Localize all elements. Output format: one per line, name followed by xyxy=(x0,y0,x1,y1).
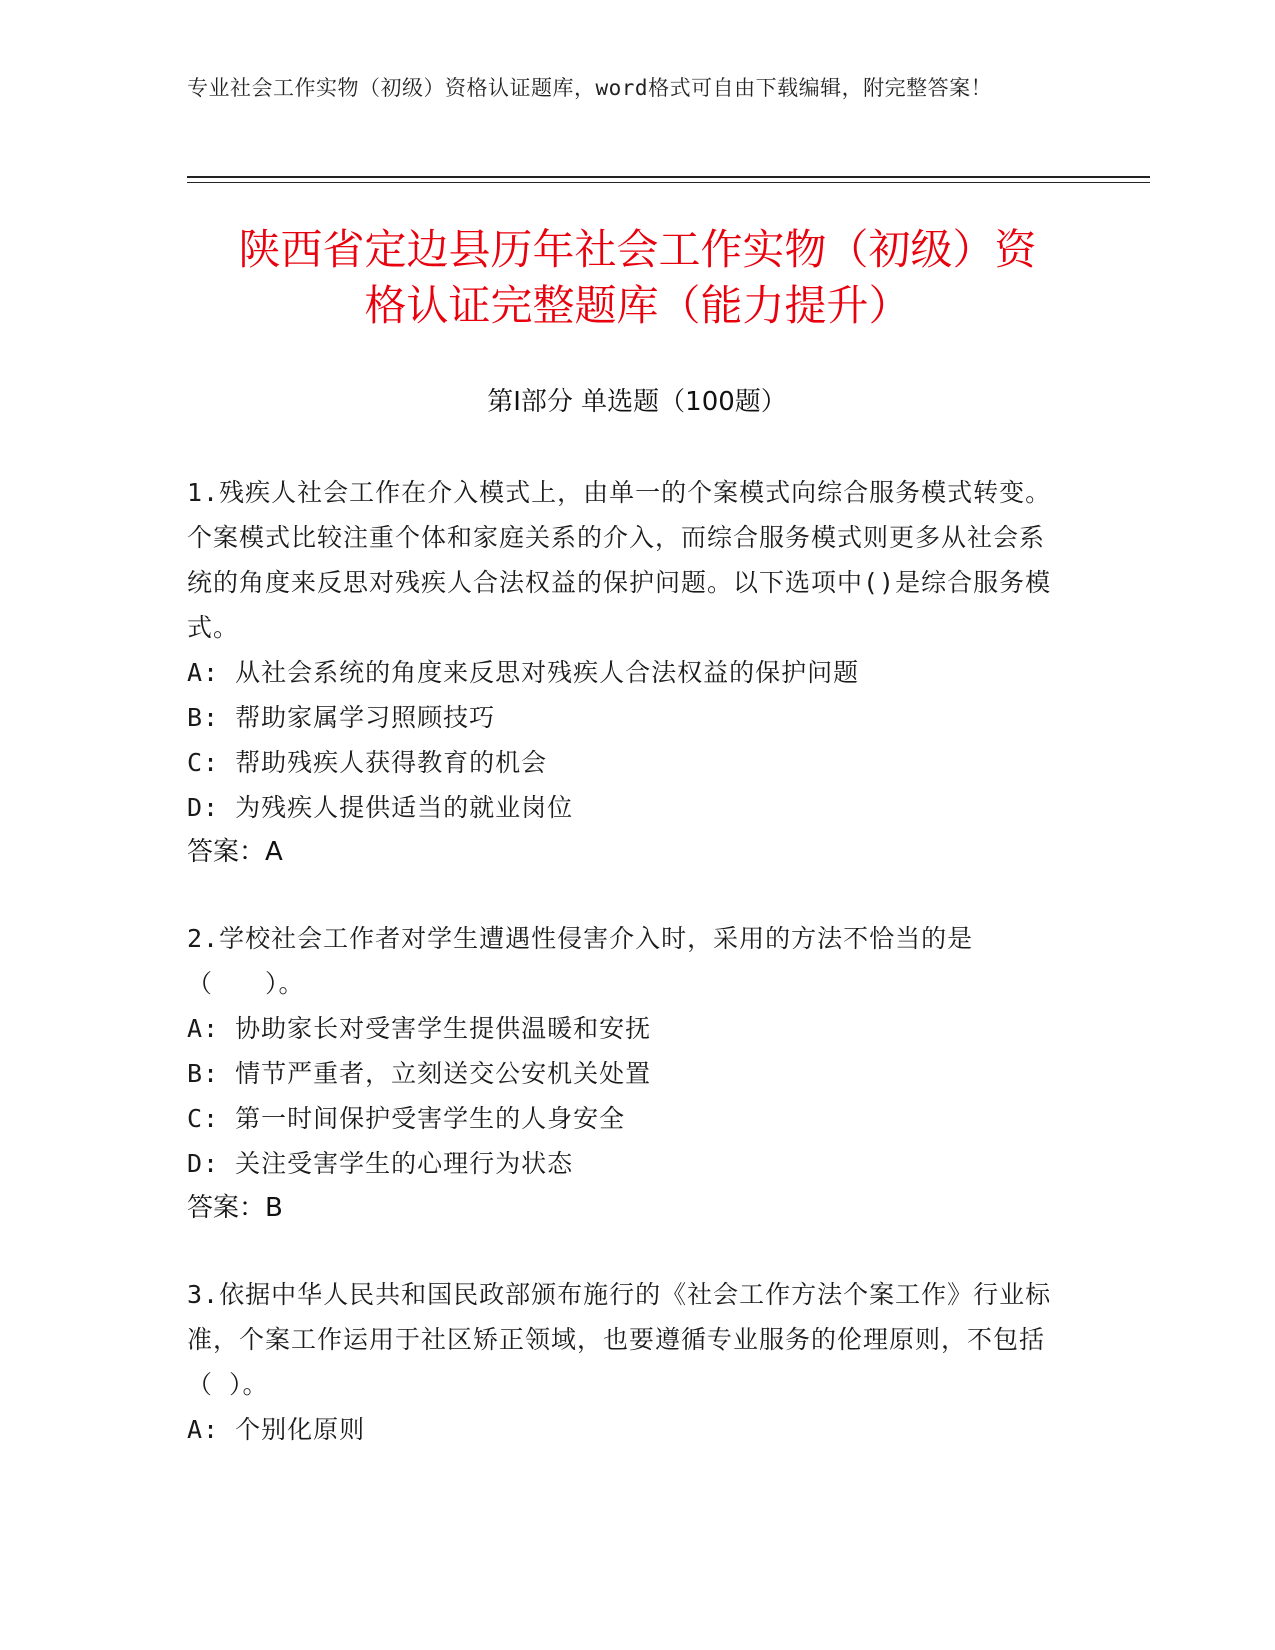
header-divider-thin xyxy=(187,182,1150,183)
question-1 xyxy=(187,470,1067,875)
answer: 答案：A xyxy=(187,837,283,867)
title-line-2: 格认证完整题库（能力提升） xyxy=(364,281,911,330)
header-divider-thick xyxy=(187,176,1150,178)
answer: 答案：B xyxy=(187,1193,283,1223)
question-3 xyxy=(187,1272,1067,1452)
title-line-1: 陕西省定边县历年社会工作实物（初级）资 xyxy=(238,225,1037,274)
question-stem: 3.依据中华人民共和国民政部颁布施行的《社会工作方法个案工作》行业标准，个案工作运用于社区矫正领域，也要遵循专业服务的伦理原则，不包括（ ）。 xyxy=(187,1280,1052,1399)
question-list xyxy=(187,470,1067,1493)
option-a: A: 从社会系统的角度来反思对残疾人合法权益的保护问题 xyxy=(187,658,860,687)
question-stem: 1.残疾人社会工作在介入模式上，由单一的个案模式向综合服务模式转变。个案模式比较注重个体和家庭关系的介入，而综合服务模式则更多从社会系统的角度来反思对残疾人合法权益的保护问题。以下选项中()是综合服务模式。 xyxy=(187,478,1052,642)
option-b: B: 帮助家属学习照顾技巧 xyxy=(187,703,496,732)
document-title xyxy=(160,222,1115,334)
header-note: 专业社会工作实物（初级）资格认证题库，word格式可自由下载编辑，附完整答案！ xyxy=(187,76,993,100)
option-b: B: 情节严重者，立刻送交公安机关处置 xyxy=(187,1059,652,1088)
option-c: C: 帮助残疾人获得教育的机会 xyxy=(187,748,548,777)
option-d: D: 为残疾人提供适当的就业岗位 xyxy=(187,793,574,822)
option-a: A: 协助家长对受害学生提供温暖和安抚 xyxy=(187,1014,652,1043)
section-title: 第Ⅰ部分 单选题（100题） xyxy=(487,387,787,417)
question-stem: 2.学校社会工作者对学生遭遇性侵害介入时，采用的方法不恰当的是（ ）。 xyxy=(187,924,974,998)
option-d: D: 关注受害学生的心理行为状态 xyxy=(187,1149,574,1178)
option-a: A: 个别化原则 xyxy=(187,1415,366,1444)
question-2 xyxy=(187,916,1067,1231)
option-c: C: 第一时间保护受害学生的人身安全 xyxy=(187,1104,626,1133)
